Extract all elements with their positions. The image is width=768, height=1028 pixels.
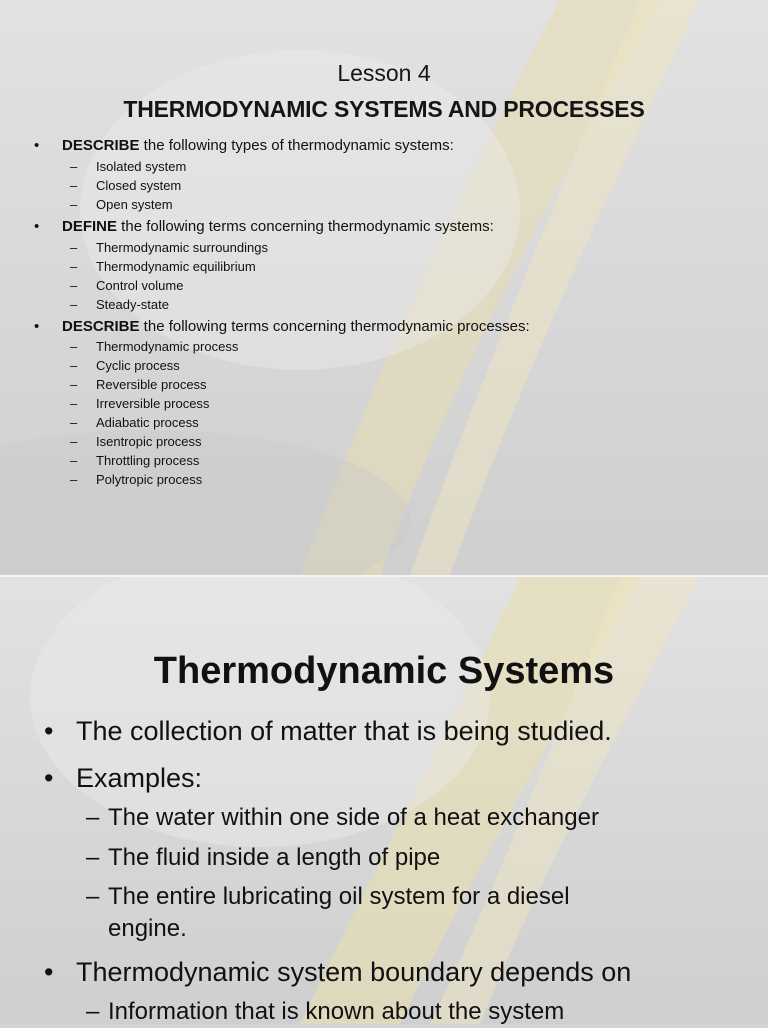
bullet-text: Thermodynamic system boundary depends on xyxy=(76,957,632,987)
bullet-symbol: • xyxy=(34,218,40,235)
lesson-title: THERMODYNAMIC SYSTEMS AND PROCESSES xyxy=(123,96,645,122)
bullet-symbol: • xyxy=(34,137,40,154)
objective-text: the following types of thermodynamic systems: xyxy=(139,137,454,154)
slide-2-title: Thermodynamic Systems xyxy=(153,650,615,692)
objective-verb: DESCRIBE xyxy=(62,318,140,335)
bullet-text: The collection of matter that is being studied. xyxy=(76,716,612,746)
bullet-text: Examples: xyxy=(76,763,203,793)
objective-verb: DESCRIBE xyxy=(62,137,140,154)
bullet-symbol: • xyxy=(44,763,54,793)
bullet-symbol: • xyxy=(34,318,40,335)
bullet-symbol: • xyxy=(44,957,54,987)
bullet-symbol: • xyxy=(44,716,54,746)
objective-text: the following terms concerning thermodynamic systems: xyxy=(117,218,494,235)
objective-verb: DEFINE xyxy=(62,218,118,235)
objective-text: the following terms concerning thermodynamic processes: xyxy=(139,318,530,335)
lesson-number: Lesson 4 xyxy=(337,60,431,86)
slide-1: Lesson 4 THERMODYNAMIC SYSTEMS AND PROCESSES • DESCRIBE the following types of thermodynamic systems: – Isolated system – Closed system – Open system • DEFINE the following terms concerning thermodynamic systems: – Thermodynamic surroundings – Thermodynamic equilibrium – Control volume – Steady-state • DESCRIBE the following terms concerning thermodynamic processes: – Thermodynamic process – Cyclic process – Reversible process – Irreversible process – Adiabatic process – Isentropic process – Throttling process – Polytropic process xyxy=(0,0,768,575)
